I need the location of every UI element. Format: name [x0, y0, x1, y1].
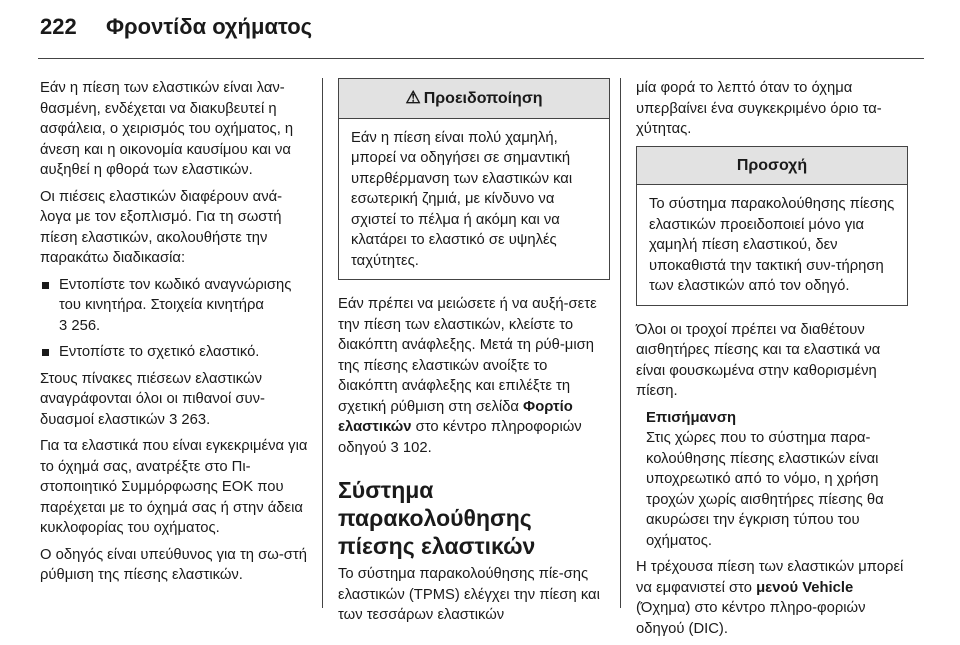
ref-arrow-icon: 3 — [169, 411, 178, 428]
paragraph: Η τρέχουσα πίεση των ελαστικών μπορεί να εμφανιστεί στο μενού Vehicle (Όχημα) στο κέντρο πληρο-φοριών οδηγού (DIC). — [636, 559, 904, 637]
paragraph: Εάν πρέπει να μειώσετε ή να αυξή-σετε την πίεση των ελαστικών, κλείστε το διακόπτη ανάφλεξης. Μετά τη ρύθ-μιση της πίεσης ελαστικών ανοίξτε το διακόπτη ανάφλεξης και επιλέξτε τη σχετική ρύθμιση στη σελίδα Φορτίο ελαστικών στο κέντρο πληροφοριών οδηγού 3 102. — [338, 296, 597, 456]
caution-box — [636, 146, 908, 306]
warning-body: Εάν η πίεση είναι πολύ χαμηλή, μπορεί να οδηγήσει σε σημαντική υπερθέρμανση των ελαστικών και εσωτερική ζημιά, με κίνδυνο να σχιστεί το πέλμα ή ακόμη και να κλατάρει το ελαστικό σε υψηλές ταχύτητες. — [339, 118, 609, 280]
page-title: Φροντίδα οχήματος — [106, 14, 313, 39]
column-divider — [620, 78, 621, 608]
paragraph: Οι πιέσεις ελαστικών διαφέρουν ανά-λογα με τον εξοπλισμό. Για τη σωστή πίεση ελαστικών, ακολουθήστε την παρακάτω διαδικασία: — [40, 188, 283, 266]
note-body: Στις χώρες που το σύστημα παρα-κολούθησης πίεσης ελαστικών είναι υποχρεωτικό από το νόμο, η χρήση τροχών χωρίς αισθητήρες πίεσης θα ακυρώσει την έγκριση τύπου του οχήματος. — [646, 430, 884, 549]
page-ref: 263. — [181, 411, 211, 428]
warning-icon: ⚠ — [405, 88, 421, 107]
ref-arrow-icon: 3 — [59, 317, 68, 334]
menu-name: μενού Vehicle — [756, 579, 854, 596]
column-divider — [322, 78, 323, 608]
header-rule — [38, 58, 924, 59]
paragraph: Το σύστημα παρακολούθησης πίε-σης ελαστικών (TPMS) ελέγχει την πίεση και των τεσσάρων ελαστικών — [338, 566, 600, 623]
setting-name: Φορτίο ελαστικών — [338, 398, 573, 435]
column-2 — [338, 78, 610, 632]
page-header — [40, 14, 312, 40]
column-1 — [40, 78, 312, 592]
page-number: 222 — [40, 14, 77, 39]
note-title: Επισήμανση — [646, 409, 737, 426]
paragraph: Στους πίνακες πιέσεων ελαστικών αναγράφονται όλοι οι πιθανοί συν-δυασμοί ελαστικών 3 263. — [40, 370, 265, 428]
note — [636, 408, 908, 552]
ref-arrow-icon: 3 — [390, 439, 399, 456]
paragraph: Εάν η πίεση των ελαστικών είναι λαν-θασμένη, ενδέχεται να διακυβευτεί η ασφάλεια, ο χειρισμός του οχήματος, η άνεση και η οικονομία καυσίμου και να αυξηθεί η φθορά των ελαστικών. — [40, 80, 294, 178]
paragraph: Ο οδηγός είναι υπεύθυνος για τη σω-στή ρύθμιση της πίεσης ελαστικών. — [40, 546, 307, 583]
page-ref: 256. — [71, 317, 101, 334]
column-3 — [636, 78, 908, 645]
bullet-item: Εντοπίστε τον κωδικό αναγνώρισης του κινητήρα. Στοιχεία κινητήρα 3 256. — [40, 275, 312, 337]
caution-body: Το σύστημα παρακολούθησης πίεσης ελαστικών προειδοποιεί μόνο για χαμηλή πίεση ελαστικού, δεν υποκαθιστά την τακτική συν-τήρηση των ελαστικών από τον οδηγό. — [637, 184, 907, 305]
section-heading: Σύστημα παρακολούθησης πίεσης ελαστικών — [338, 477, 536, 559]
warning-box — [338, 78, 610, 280]
paragraph: Όλοι οι τροχοί πρέπει να διαθέτουν αισθητήρες πίεσης και τα ελαστικά να είναι φουσκωμένα στην καθορισμένη πίεση. — [636, 321, 881, 399]
paragraph: μία φορά το λεπτό όταν το όχημα υπερβαίνει ένα συγκεκριμένο όριο τα-χύτητας. — [636, 80, 882, 137]
paragraph: Για τα ελαστικά που είναι εγκεκριμένα για το όχημά σας, ανατρέξτε στο Πι-στοποιητικό Συμμόρφωσης ΕΟΚ που παρέχεται με το όχημά σας ή στην άδεια κυκλοφορίας του οχήματος. — [40, 438, 308, 536]
bullet-item: Εντοπίστε το σχετικό ελαστικό. — [40, 342, 312, 363]
caution-title: Προσοχή — [637, 147, 907, 185]
page-ref: 102. — [402, 439, 432, 456]
warning-title: ⚠ Προειδοποίηση — [339, 79, 609, 118]
